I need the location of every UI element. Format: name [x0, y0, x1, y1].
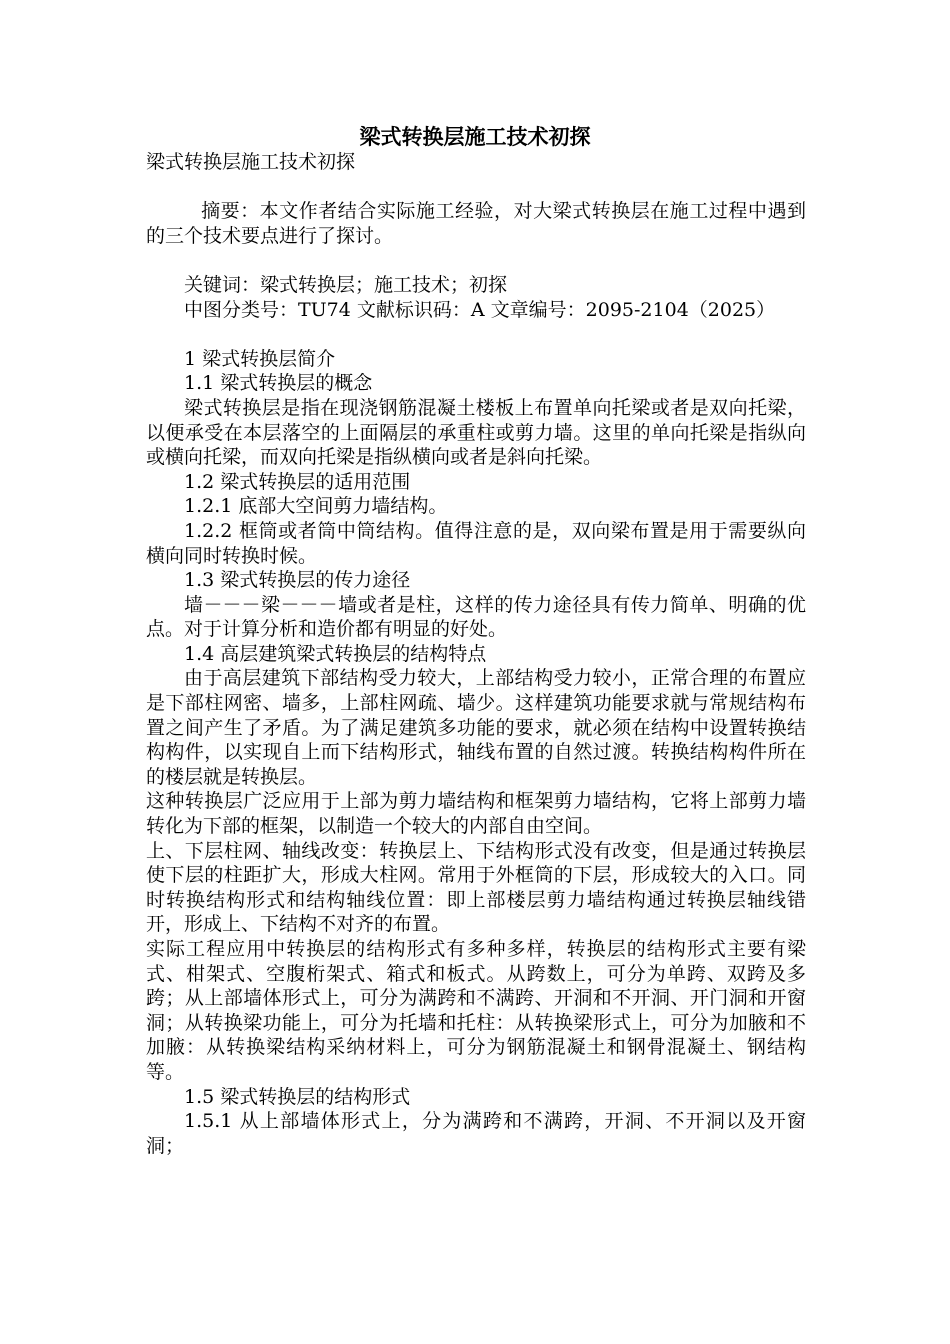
classification-line: 中图分类号：TU74 文献标识码：A 文章编号：2095-2104（2025）	[184, 298, 776, 321]
section-heading: 1.2 梁式转换层的适用范围	[184, 470, 411, 493]
section-heading: 1.1 梁式转换层的概念	[184, 372, 373, 395]
section-heading: 1.3 梁式转换层的传力途径	[184, 569, 411, 592]
body-paragraph: 由于高层建筑下部结构受力较大，上部结构受力较小，正常合理的布置应是下部柱网密、墙多，上部柱网疏、墙少。这样建筑功能要求就与常规结构布置之间产生了矛盾。为了满足建筑多功能的要求，就必须在结构中设置转换结构构件，以实现自上而下结构形式，轴线布置的自然过渡。转换结构构件所在的楼层就是转换层。	[146, 667, 806, 788]
spacer	[146, 322, 806, 347]
section-heading: 1.5 梁式转换层的结构形式	[184, 1085, 411, 1108]
list-item: 1.5.1 从上部墙体形式上，分为满跨和不满跨，开洞、不开洞以及开窗洞；	[146, 1110, 806, 1157]
section-heading: 1 梁式转换层简介	[184, 347, 336, 370]
spacer	[146, 248, 806, 273]
body-paragraph: 墙－－－梁－－－墙或者是柱，这样的传力途径具有传力简单、明确的优点。对于计算分析和造价都有明显的好处。	[146, 593, 806, 641]
document-subtitle: 梁式转换层施工技术初探	[146, 151, 356, 173]
list-item: 1.2.1 底部大空间剪力墙结构。	[184, 495, 448, 518]
body-paragraph: 实际工程应用中转换层的结构形式有多种多样，转换层的结构形式主要有梁式、柑架式、空腹桁架式、箱式和板式。从跨数上，可分为单跨、双跨及多跨；从上部墙体形式上，可分为满跨和不满跨、开洞和不开洞、开门洞和开窗洞；从转换梁功能上，可分为托墙和托柱：从转换梁形式上，可分为加腋和不加腋：从转换梁结构采纳材料上，可分为钢筋混凝土和钢骨混凝土、钢结构等。	[146, 938, 806, 1083]
body-paragraph: 梁式转换层是指在现浇钢筋混凝土楼板上布置单向托梁或者是双向托梁，以便承受在本层落空的上面隔层的承重柱或剪力墙。这里的单向托梁是指纵向或横向托梁，而双向托梁是指纵横向或者是斜向托梁。	[146, 396, 806, 469]
list-item: 1.2.2 框筒或者筒中筒结构。值得注意的是，双向梁布置是用于需要纵向横向同时转换时候。	[146, 519, 806, 567]
body-paragraph: 这种转换层广泛应用于上部为剪力墙结构和框架剪力墙结构，它将上部剪力墙转化为下部的框架，以制造一个较大的内部自由空间。	[146, 790, 806, 838]
body-paragraph: 上、下层柱网、轴线改变：转换层上、下结构形式没有改变，但是通过转换层使下层的柱距扩大，形成大柱网。常用于外框筒的下层，形成较大的入口。同时转换结构形式和结构轴线位置：即上部楼层剪力墙结构通过转换层轴线错开，形成上、下结构不对齐的布置。	[146, 839, 806, 936]
document-title: 梁式转换层施工技术初探	[359, 124, 591, 149]
abstract-paragraph: 摘要：本文作者结合实际施工经验，对大梁式转换层在施工过程中遇到的三个技术要点进行了探讨。	[146, 200, 806, 247]
keywords-line: 关键词：梁式转换层；施工技术；初探	[184, 273, 508, 296]
document-body	[146, 150, 806, 1158]
spacer	[146, 175, 806, 200]
section-heading: 1.4 高层建筑梁式转换层的结构特点	[184, 642, 487, 665]
